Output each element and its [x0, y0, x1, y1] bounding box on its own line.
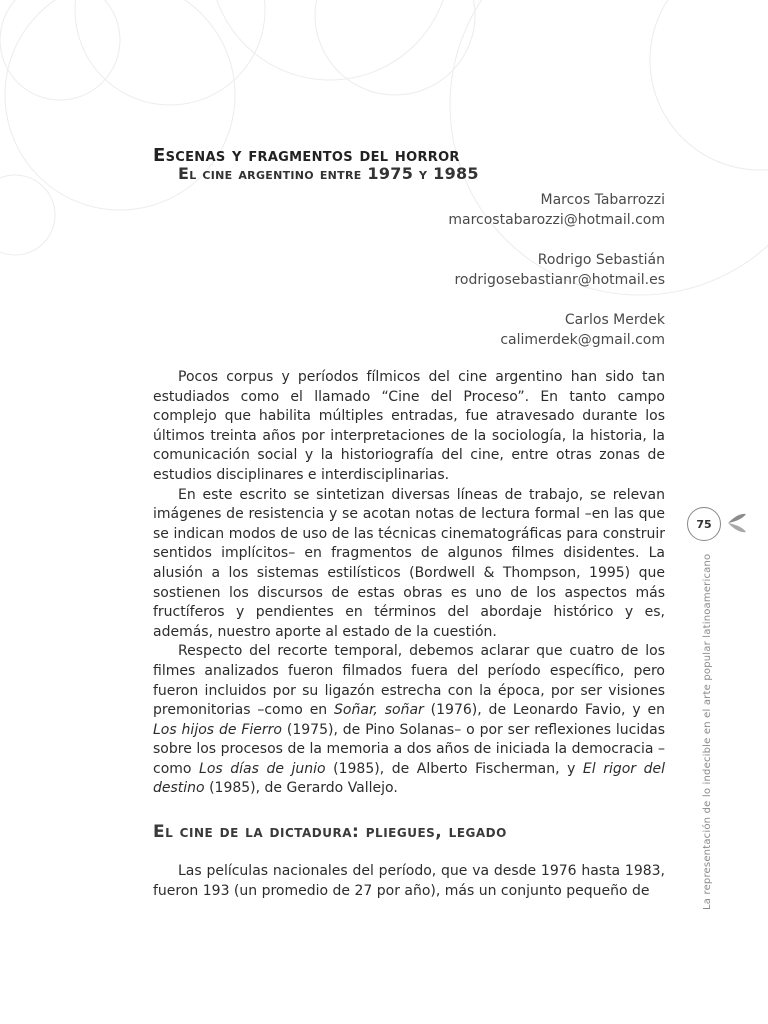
authors-block: [153, 190, 665, 370]
author-entry: [153, 190, 665, 230]
paragraph-text: (1985), de Alberto Fischerman, y: [325, 760, 583, 777]
article-subtitle: El cine argentino entre 1975 y 1985: [178, 164, 479, 183]
article-title: Escenas y fragmentos del horror: [153, 145, 460, 166]
paragraph-text: (1976), de Leonardo Favio, y en: [423, 702, 665, 719]
page-number: 75: [687, 507, 721, 541]
intro-paragraph: [153, 642, 665, 799]
running-title-vertical: La representación de lo indecible en el arte popular latinoamericano: [702, 553, 713, 910]
intro-body: [153, 368, 665, 799]
intro-paragraph: En este escrito se sintetizan diversas líneas de trabajo, se relevan imágenes de resistencia y se acotan notas de lectura formal –en las que se indican modos de uso de las técnicas cinematográficas para construir sentidos implícitos– en fragmentos de algunos filmes disidentes. La alusión a los sistemas estilísticos (Bordwell & Thompson, 1995) que sostienen los discursos de estas obras es uno de los aspectos más fructíferos y pendientes en términos del abordaje histórico y es, además, nuestro aporte al estado de la cuestión.: [153, 486, 665, 640]
film-title: El rigor del destino: [153, 760, 666, 797]
author-entry: [153, 250, 665, 290]
section-paragraph: Las películas nacionales del período, que va desde 1976 hasta 1983, fueron 193 (un promedio de 27 por año), más un conjunto pequeño de: [153, 863, 665, 899]
author-name: Rodrigo Sebastián: [537, 252, 665, 268]
author-entry: [153, 310, 665, 350]
film-title: Los hijos de Fierro: [153, 721, 282, 738]
section-heading: El cine de la dictadura: pliegues, legado: [153, 822, 507, 842]
film-title: Soñar, soñar: [334, 702, 424, 719]
paragraph-text: (1985), de Gerardo Vallejo.: [204, 780, 398, 797]
author-email: marcostabarozzi@hotmail.com: [448, 212, 665, 228]
paragraph-text: (1975), de Pino Solanas– o por ser reflexiones lucidas sobre los procesos de la memoria a dos años de iniciada la democracia –como: [153, 721, 666, 777]
section-body: [153, 862, 665, 901]
author-name: Carlos Merdek: [564, 312, 665, 328]
intro-paragraph: Pocos corpus y períodos fílmicos del cine argentino han sido tan estudiados como el llamado “Cine del Proceso”. En tanto campo complejo que habilita múltiples entradas, fue atravesado durante los últimos treinta años por interpretaciones de la sociología, la historia, la comunicación social y la historiografía del cine, entre otras zonas de estudios disciplinares e interdisciplinarias.: [153, 369, 665, 483]
film-title: Los días de junio: [199, 760, 326, 777]
leaf-ornament-icon: [727, 512, 747, 534]
author-name: Marcos Tabarrozzi: [540, 192, 665, 208]
paragraph-text: Respecto del recorte temporal, debemos aclarar que cuatro de los filmes analizados fueron filmados fuera del período específico, pero fueron incluidos por su ligazón estrecha con la época, por ser visiones premonitorias –como en: [153, 643, 665, 719]
author-email: calimerdek@gmail.com: [500, 332, 665, 348]
author-email: rodrigosebastianr@hotmail.es: [454, 272, 665, 288]
